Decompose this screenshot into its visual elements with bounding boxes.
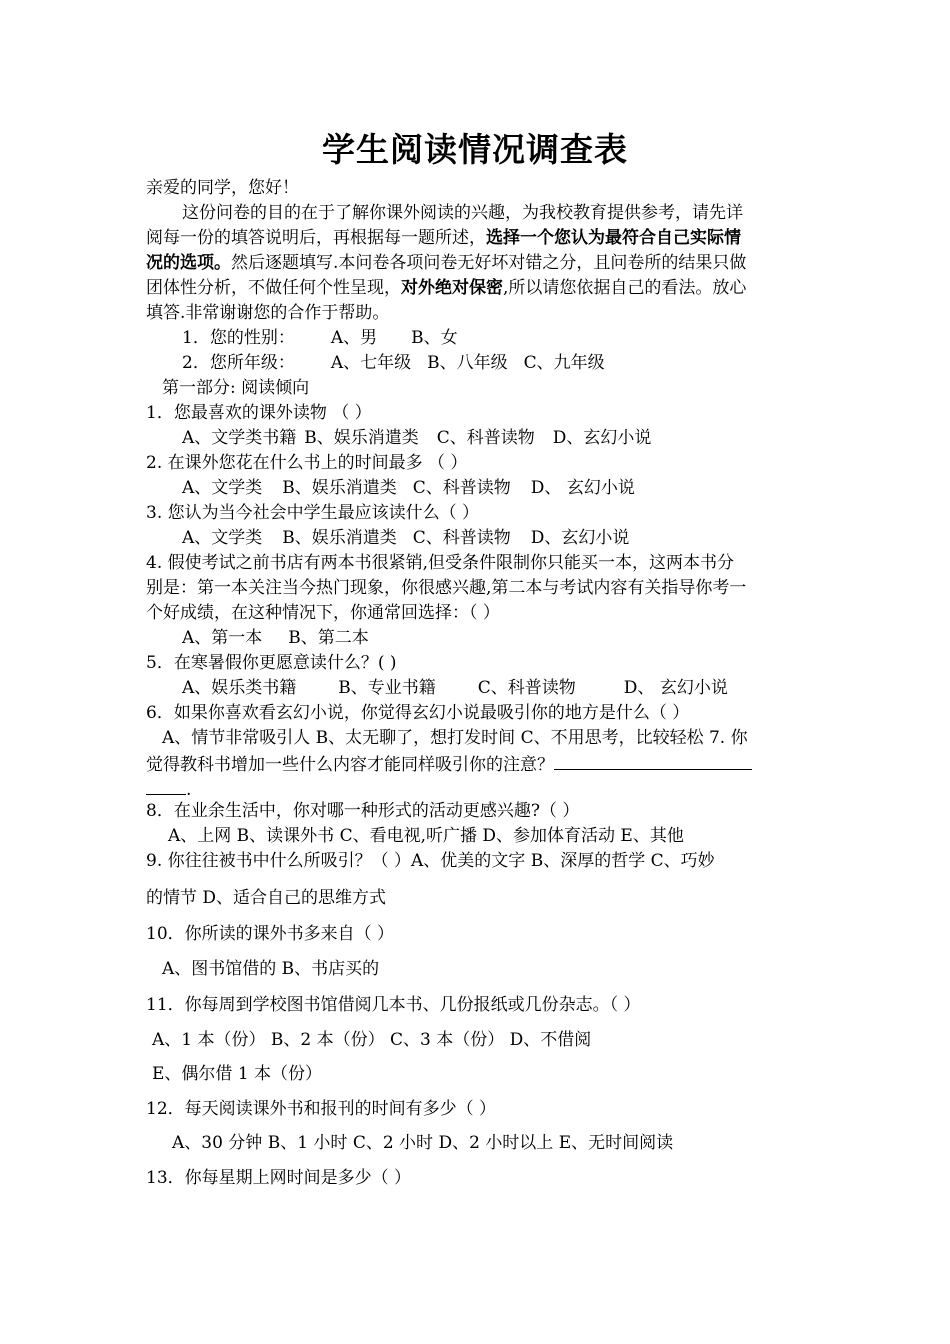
question-7	[146, 751, 752, 778]
option: A、第一本	[182, 628, 263, 648]
question-3-options	[182, 526, 629, 551]
question-13: 13．你每星期上网时间是多少（ ）	[146, 1168, 412, 1188]
intro-text: 然后逐题填写.本问卷各项问卷无好坏对错之分，且问卷所的结果只做	[231, 253, 747, 273]
intro-emphasis: 对外绝对保密	[401, 278, 503, 298]
option: A、文学类书籍	[182, 428, 297, 448]
basic-q2	[182, 351, 605, 376]
question-2: 2. 在课外您花在什么书上的时间最多 （ ）	[146, 453, 468, 473]
option: B、女	[411, 328, 458, 348]
question-text: 1．您的性别：	[182, 328, 295, 348]
question-9-line-2: 的情节 D、适合自己的思维方式	[146, 888, 387, 908]
option: B、第二本	[288, 628, 369, 648]
question-6: 6．如果你喜欢看玄幻小说，你觉得玄幻小说最吸引你的地方是什么（ ）	[146, 703, 690, 723]
question-4-line-3: 个好成绩，在这种情况下，你通常回选择：（ ）	[146, 603, 500, 623]
question-4-line-2: 别是：第一本关注当今热门现象，你很感兴趣,第二本与考试内容有关指导你考一	[146, 578, 747, 598]
question-9-line-1: 9. 你往往被书中什么所吸引？（ ）A、优美的文字 B、深厚的哲学 C、巧妙	[146, 851, 715, 871]
intro-line-4	[146, 276, 746, 301]
question-5-options	[182, 676, 728, 701]
intro-text: ,所以请您依据自己的看法。放心	[503, 278, 747, 298]
option: A、男	[330, 328, 378, 348]
intro-text: 团体性分析，不做任何个性呈现，	[146, 278, 401, 298]
intro-line-3	[146, 251, 746, 276]
option: B、娱乐消遣类	[282, 528, 397, 548]
question-11: 11．你每周到学校图书馆借阅几本书、几份报纸或几份杂志。（ ）	[146, 995, 641, 1015]
question-6-options: A、情节非常吸引人 B、太无聊了，想打发时间 C、不用思考，比较轻松 7. 你	[162, 728, 748, 748]
intro-line-5: 填答.非常谢谢您的合作于帮助。	[146, 303, 390, 323]
question-5: 5．在寒暑假你更愿意读什么？( )	[146, 653, 397, 673]
option: C、科普读物	[412, 478, 511, 498]
option: B、专业书籍	[338, 678, 436, 698]
answer-blank[interactable]	[554, 751, 752, 770]
answer-blank[interactable]	[146, 776, 186, 795]
basic-q1	[182, 326, 458, 351]
question-12: 12．每天阅读课外书和报刊的时间有多少（ ）	[146, 1099, 497, 1119]
option: C、九年级	[523, 353, 605, 373]
option: A、七年级	[330, 353, 412, 373]
page-title: 学生阅读情况调查表	[322, 130, 628, 169]
option: A、文学类	[182, 478, 263, 498]
option: A、娱乐类书籍	[182, 678, 297, 698]
option: B、八年级	[427, 353, 508, 373]
question-text: 觉得教科书增加一些什么内容才能同样吸引你的注意？	[146, 755, 554, 775]
intro-emphasis: 况的选项。	[146, 253, 231, 273]
question-4-options	[182, 626, 369, 651]
question-4-line-1: 4. 假使考试之前书店有两本书很紧销,但受条件限制你只能买一本，这两本书分	[146, 553, 735, 573]
question-11-options-1: A、1 本（份） B、2 本（份） C、3 本（份） D、不借阅	[152, 1030, 592, 1050]
question-text: 2．您所年级：	[182, 353, 295, 373]
option: C、科普读物	[477, 678, 576, 698]
option: D、 玄幻小说	[530, 478, 635, 498]
question-1: 1．您最喜欢的课外读物 （ ）	[146, 403, 372, 423]
question-10: 10．你所读的课外书多来自（ ）	[146, 924, 395, 944]
question-2-options	[182, 476, 635, 501]
option: B、娱乐消遣类	[282, 478, 397, 498]
greeting: 亲爱的同学，您好！	[146, 178, 299, 198]
option: D、 玄幻小说	[623, 678, 728, 698]
question-11-options-2: E、偶尔借 1 本（份）	[152, 1064, 323, 1084]
option: B、娱乐消遣类	[304, 428, 419, 448]
section-heading: 第一部分: 阅读倾向	[162, 378, 310, 398]
question-8: 8．在业余生活中，你对哪一种形式的活动更感兴趣?（ ）	[146, 801, 580, 821]
question-12-options: A、30 分钟 B、1 小时 C、2 小时 D、2 小时以上 E、无时间阅读	[172, 1133, 674, 1153]
intro-line-1: 这份问卷的目的在于了解你课外阅读的兴趣，为我校教育提供参考，请先详	[182, 203, 743, 223]
option: D、玄幻小说	[530, 528, 630, 548]
intro-text: 阅每一份的填答说明后，再根据每一题所述，	[146, 228, 486, 248]
option: C、科普读物	[412, 528, 511, 548]
question-1-options	[182, 426, 651, 451]
option: D、玄幻小说	[552, 428, 652, 448]
intro-line-2	[146, 226, 741, 251]
period: .	[186, 780, 192, 800]
option: C、科普读物	[436, 428, 535, 448]
question-10-options: A、图书馆借的 B、书店买的	[162, 959, 380, 979]
option: A、文学类	[182, 528, 263, 548]
intro-emphasis: 选择一个您认为最符合自己实际情	[486, 228, 741, 248]
question-3: 3. 您认为当今社会中学生最应该读什么（ ）	[146, 503, 480, 523]
question-8-options: A、上网 B、读课外书 C、看电视,听广播 D、参加体育活动 E、其他	[168, 826, 684, 846]
